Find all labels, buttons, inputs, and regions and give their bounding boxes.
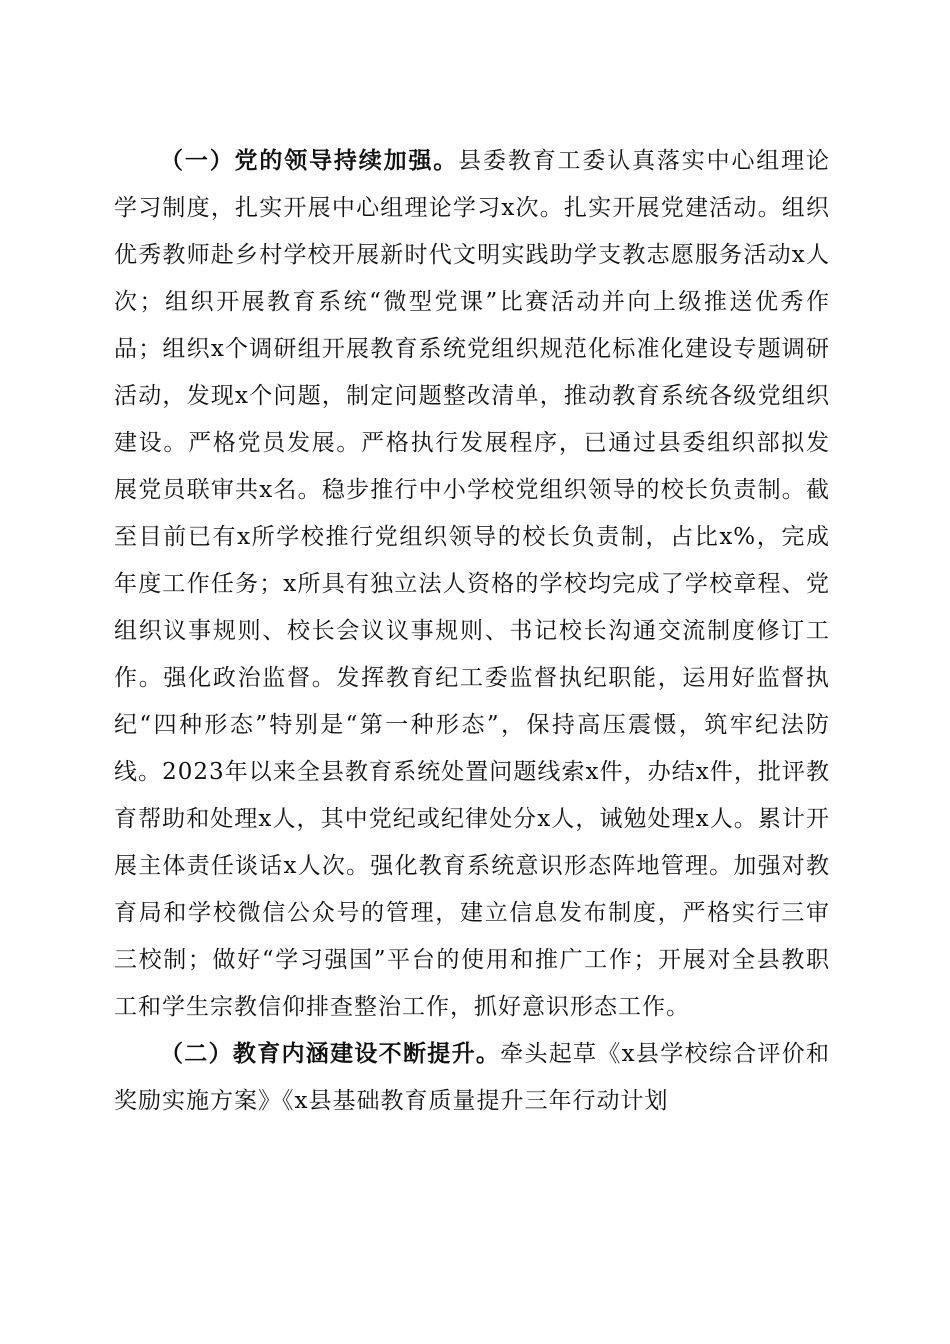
section-heading-1: （一）党的领导持续加强。 bbox=[160, 148, 459, 174]
paragraph-education-quality bbox=[114, 1031, 830, 1125]
paragraph-text-2: 牵头起草《x县学校综合评价和奖励实施方案》《x县基础教育质量提升三年行动计划 bbox=[114, 1041, 830, 1114]
paragraph-text-1: 县委教育工委认真落实中心组理论学习制度，扎实开展中心组理论学习x次。扎实开展党建活动。组织优秀教师赴乡村学校开展新时代文明实践助学支教志愿服务活动x人次；组织开展教育系统“微型党课”比赛活动并向上级推送优秀作品；组织x个调研组开展教育系统党组织规范化标准化建设专题调研活动，发现x个问题，制定问题整改清单，推动教育系统各级党组织建设。严格党员发展。严格执行发展程序，已通过县委组织部拟发展党员联审共x名。稳步推行中小学校党组织领导的校长负责制。截至目前已有x所学校推行党组织领导的校长负责制，占比x%，完成年度工作任务；x所具有独立法人资格的学校均完成了学校章程、党组织议事规则、校长会议议事规则、书记校长沟通交流制度修订工作。强化政治监督。发挥教育纪工委监督执纪职能，运用好监督执纪“四种形态”特别是“第一种形态”，保持高压震慑，筑牢纪法防线。2023年以来全县教育系统处置问题线索x件，办结x件，批评教育帮助和处理x人，其中党纪或纪律处分x人，诫勉处理x人。累计开展主体责任谈话x人次。强化教育系统意识形态阵地管理。加强对教育局和学校微信公众号的管理，建立信息发布制度，严格实行三审三校制；做好“学习强国”平台的使用和推广工作；开展对全县教职工和学生宗教信仰排查整治工作，抓好意识形态工作。 bbox=[114, 148, 831, 1020]
section-heading-2: （二）教育内涵建设不断提升。 bbox=[160, 1041, 501, 1067]
paragraph-party-leadership bbox=[114, 138, 830, 1031]
document-body bbox=[114, 138, 830, 1125]
